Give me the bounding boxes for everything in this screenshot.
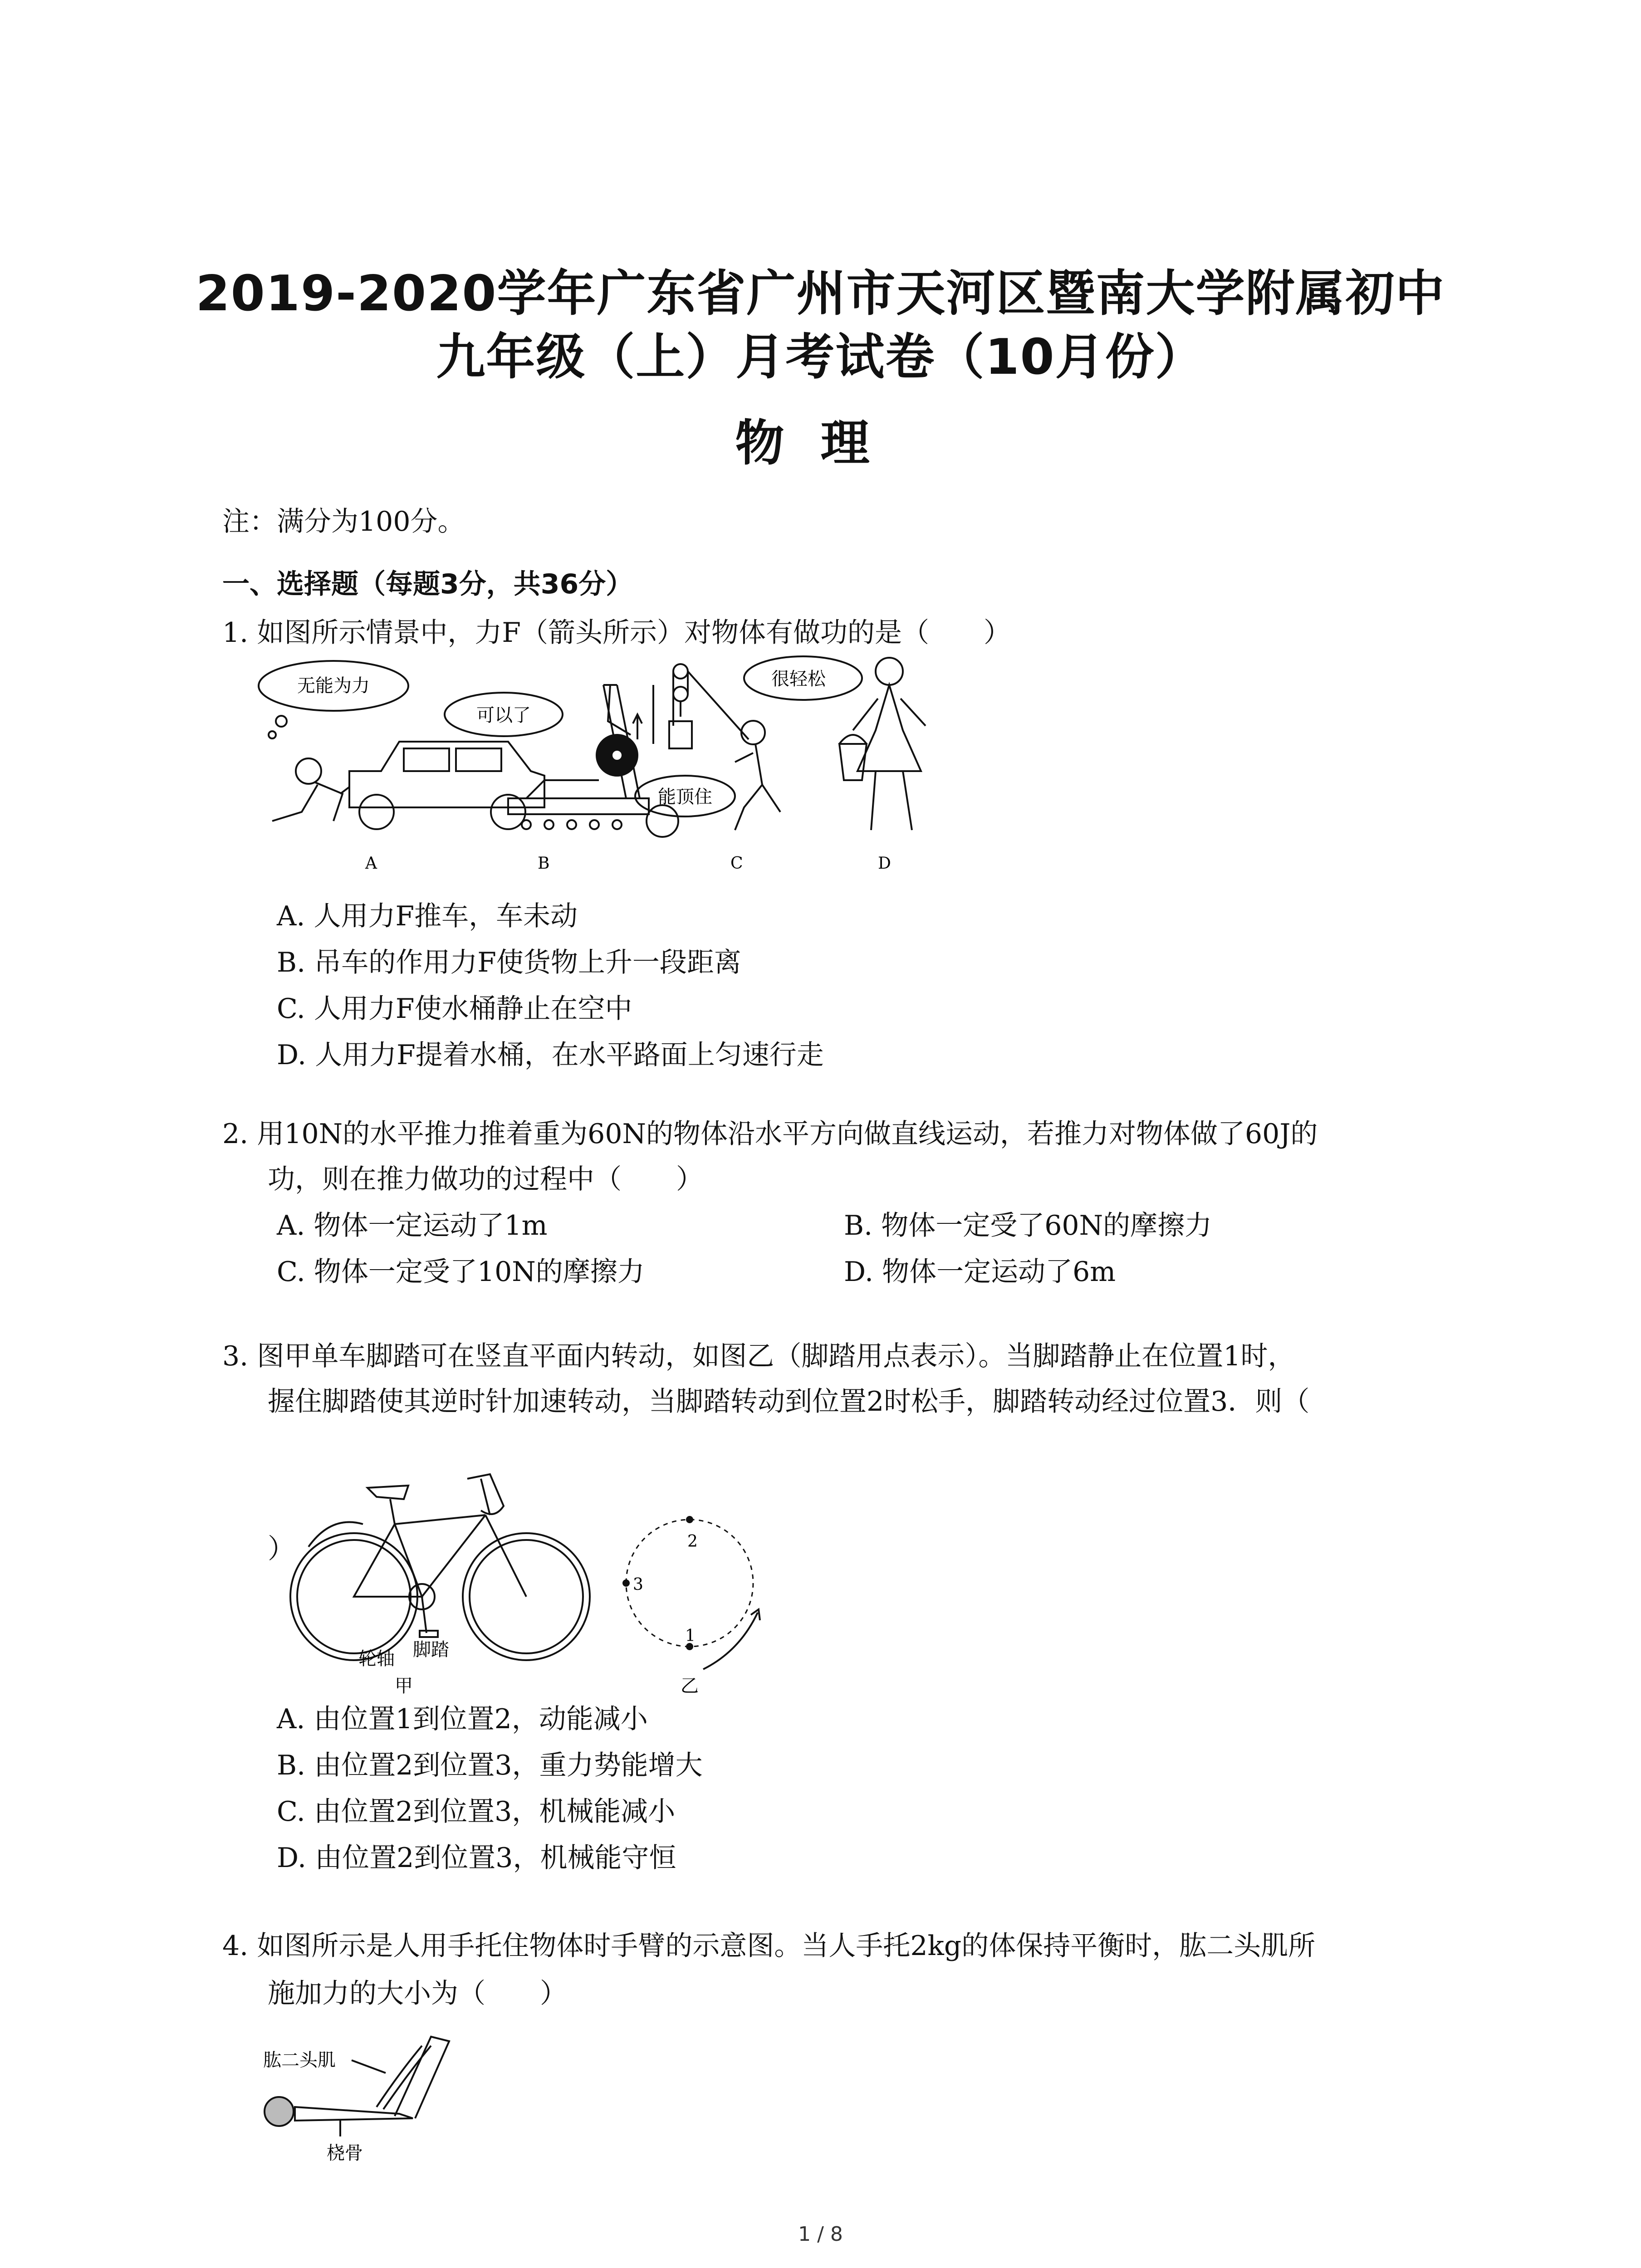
bubble-c-text: 很轻松 bbox=[771, 669, 826, 689]
q4-stem-line2: 施加力的大小为（ ） bbox=[268, 1978, 567, 2009]
person-d-head bbox=[876, 658, 903, 685]
q1-option-b[interactable]: B. 吊车的作用力F使货物上升一段距离 bbox=[277, 947, 741, 978]
q3-option-a[interactable]: A. 由位置1到位置2，动能减小 bbox=[277, 1703, 648, 1735]
fig-label-d: D bbox=[878, 854, 891, 873]
page-number: 1 / 8 bbox=[798, 2223, 843, 2246]
bubble-b-text: 可以了 bbox=[476, 705, 531, 726]
label-radius: 桡骨 bbox=[327, 2143, 363, 2164]
q1-option-a[interactable]: A. 人用力F推车，车未动 bbox=[277, 900, 578, 932]
fig-label-c: C bbox=[730, 854, 743, 873]
subject-title: 物理 bbox=[735, 415, 906, 472]
score-note: 注：满分为100分。 bbox=[222, 506, 465, 538]
q1-stem: 1. 如图所示情景中，力F（箭头所示）对物体有做功的是（ ） bbox=[222, 617, 1011, 649]
q2-option-b[interactable]: B. 物体一定受了60N的摩擦力 bbox=[844, 1210, 1212, 1242]
svg-text:2: 2 bbox=[687, 1532, 698, 1551]
section-heading: 一、选择题（每题3分，共36分） bbox=[222, 568, 633, 600]
page-title-line1: 2019-2020学年广东省广州市天河区暨南大学附属初中 bbox=[196, 265, 1445, 322]
held-ball bbox=[265, 2097, 294, 2126]
upper-arm-icon bbox=[395, 2037, 449, 2118]
q2-option-d[interactable]: D. 物体一定运动了6m bbox=[844, 1256, 1116, 1288]
label-jia: 甲 bbox=[395, 1676, 413, 1696]
q1-option-d[interactable]: D. 人用力F提着水桶，在水平路面上匀速行走 bbox=[277, 1039, 824, 1071]
q3-stem-line1: 3. 图甲单车脚踏可在竖直平面内转动，如图乙（脚踏用点表示）。当脚踏静止在位置1时， bbox=[222, 1340, 1295, 1372]
q1-option-c[interactable]: C. 人用力F使水桶静止在空中 bbox=[277, 993, 632, 1025]
fig-label-a: A bbox=[365, 854, 377, 873]
q2-stem-line2: 功，则在推力做功的过程中（ ） bbox=[268, 1163, 703, 1195]
svg-text:3: 3 bbox=[633, 1575, 643, 1594]
q3-pedal-path-figure bbox=[622, 1506, 785, 1696]
bucket-icon bbox=[839, 735, 867, 780]
page-title-line2: 九年级（上）月考试卷（10月份） bbox=[436, 329, 1205, 386]
q2-stem-line1: 2. 用10N的水平推力推着重为60N的物体沿水平方向做直线运动，若推力对物体做了60J的 bbox=[222, 1118, 1318, 1150]
q3-option-b[interactable]: B. 由位置2到位置3，重力势能增大 bbox=[277, 1750, 703, 1781]
label-yi: 乙 bbox=[681, 1676, 699, 1696]
q2-option-a[interactable]: A. 物体一定运动了1m bbox=[277, 1210, 548, 1242]
q2-option-c[interactable]: C. 物体一定受了10N的摩擦力 bbox=[277, 1256, 645, 1288]
bubble-d-text: 能顶住 bbox=[658, 787, 712, 807]
q3-option-d[interactable]: D. 由位置2到位置3，机械能守恒 bbox=[277, 1842, 676, 1874]
q3-stem-line2: 握住脚踏使其逆时针加速转动，当脚踏转动到位置2时松手，脚踏转动经过位置3．则（ bbox=[268, 1386, 1310, 1418]
pulley-icon bbox=[673, 664, 688, 679]
fig-label-b: B bbox=[538, 854, 550, 873]
position-2-dot bbox=[686, 1516, 693, 1523]
q3-bicycle-figure bbox=[290, 1461, 608, 1696]
svg-text:1: 1 bbox=[685, 1627, 696, 1645]
label-biceps: 肱二头肌 bbox=[263, 2050, 336, 2071]
rotation-arrow bbox=[703, 1613, 758, 1669]
q3-stem-line3: ） bbox=[268, 1533, 295, 1565]
label-axle: 轮轴 bbox=[358, 1648, 395, 1669]
position-3-dot bbox=[622, 1579, 630, 1587]
q1-figure bbox=[254, 658, 957, 875]
label-pedal: 脚踏 bbox=[413, 1639, 449, 1660]
bubble-a-text: 无能为力 bbox=[297, 675, 370, 696]
q4-arm-figure bbox=[263, 2028, 472, 2164]
q4-stem-line1: 4. 如图所示是人用手托住物体时手臂的示意图。当人手托2kg的体保持平衡时，肱二头肌所 bbox=[222, 1930, 1316, 1962]
q3-option-c[interactable]: C. 由位置2到位置3，机械能减小 bbox=[277, 1796, 676, 1828]
person-a-head bbox=[296, 758, 321, 784]
